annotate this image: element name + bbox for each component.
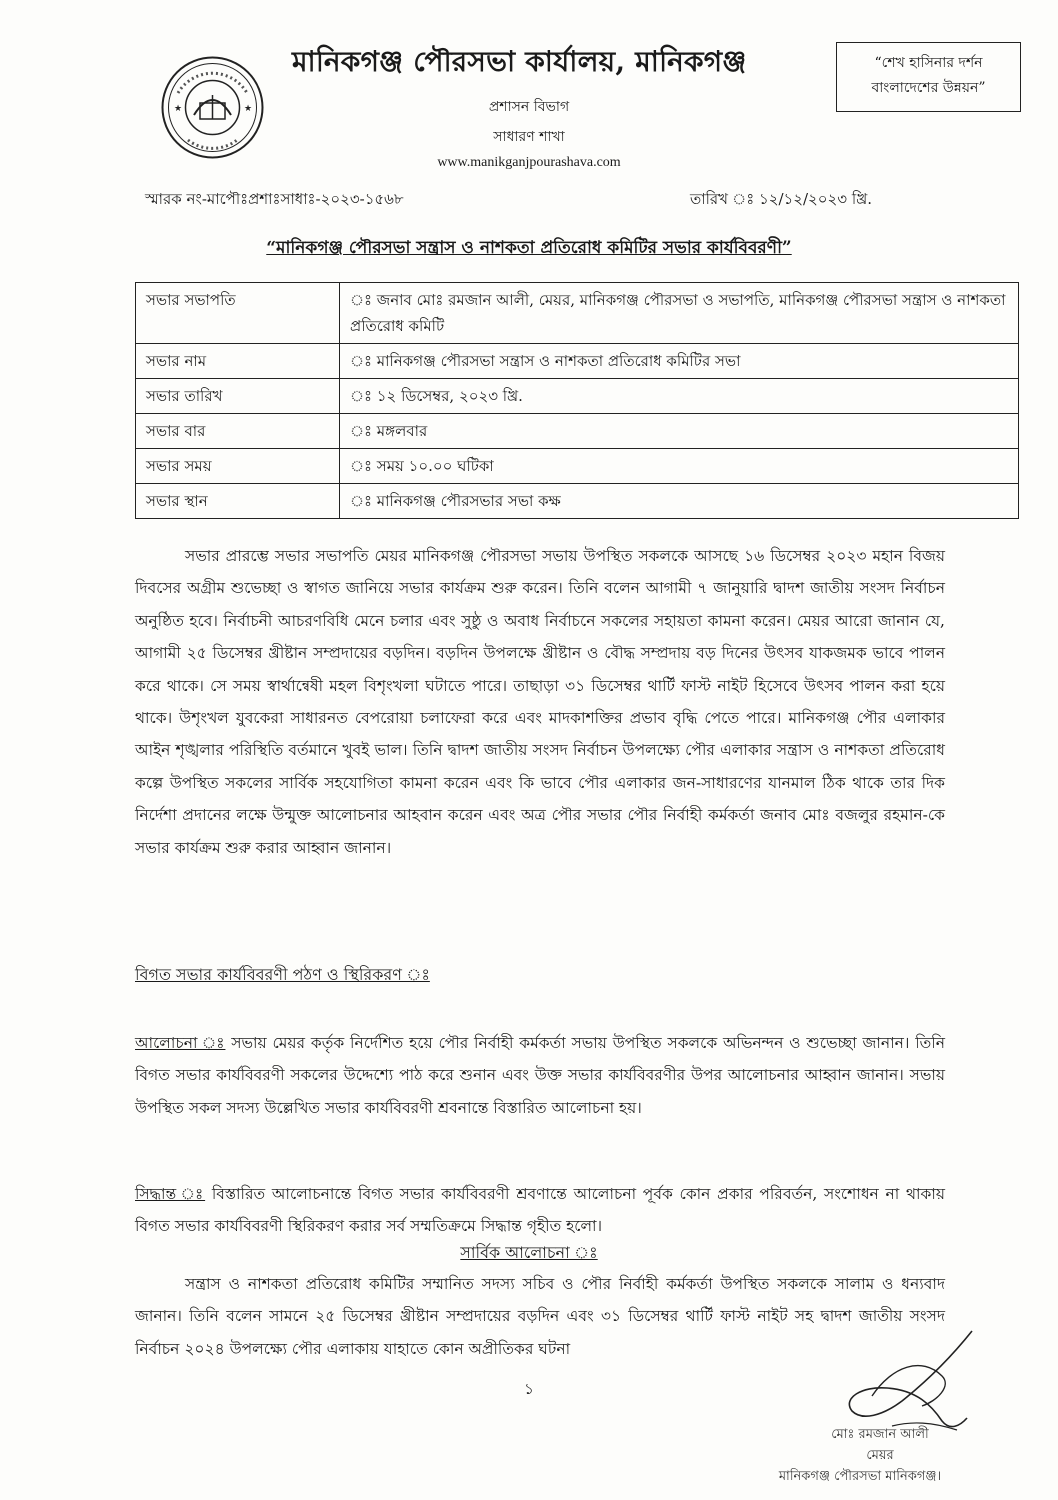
info-value: ঃ মানিকগঞ্জ পৌরসভা সন্ত্রাস ও নাশকতা প্রতিরোধ কমিটির সভা <box>340 344 1019 379</box>
table-row <box>136 484 1019 519</box>
info-label: সভার সময় <box>136 449 340 484</box>
info-value: ঃ মানিকগঞ্জ পৌরসভার সভা কক্ষ <box>340 484 1019 519</box>
table-row <box>136 449 1019 484</box>
discussion-label: আলোচনা ঃ <box>135 1034 226 1052</box>
table-row <box>136 414 1019 449</box>
meeting-info-table <box>135 282 1019 519</box>
branch-name: সাধারণ শাখা <box>493 129 565 145</box>
info-value: ঃ জনাব মোঃ রমজান আলী, মেয়র, মানিকগঞ্জ পৌরসভা ও সভাপতি, মানিকগঞ্জ পৌরসভা সন্ত্রাস ও নাশকতা প্রতিরোধ কমিটি <box>340 283 1019 344</box>
intro-paragraph: সভার প্রারম্ভে সভার সভাপতি মেয়র মানিকগঞ্জ পৌরসভা সভায় উপস্থিত সকলকে আসছে ১৬ ডিসেম্বর ২০২৩ মহান বিজয় দিবসের অগ্রীম শুভেচ্ছা ও স্বাগত জানিয়ে সভার কার্যক্রম শুরু করেন। তিনি বলেন আগামী ৭ জানুয়ারি দ্বাদশ জাতীয় সংসদ নির্বাচন অনুষ্ঠিত হবে। নির্বাচনী আচরণবিধি মেনে চলার এবং সুষ্ঠু ও অবাধ নির্বাচনে সকলের সহায়তা কামনা করেন। মেয়র আরো জানান যে, আগামী ২৫ ডিসেম্বর খ্রীষ্টান সম্প্রদায়ের বড়দিন। বড়দিন উপলক্ষে খ্রীষ্টান ও বৌদ্ধ সম্প্রদায় বড় দিনের উৎসব যাকজমক ভাবে পালন করে থাকে। সে সময় স্বার্থান্বেষী মহল বিশৃংখলা ঘটাতে পারে। তাছাড়া ৩১ ডিসেম্বর থার্টি ফাস্ট নাইট হিসেবে উৎসব পালন করা হয়ে থাকে। উশৃংখল যুবকেরা সাধারনত বেপরোয়া চলাফেরা করে এবং মাদকাশক্তির প্রভাব বৃদ্ধি পেতে পারে। মানিকগঞ্জ পৌর এলাকার আইন শৃঙ্খলার পরিস্থিতি বর্তমানে খুবই ভাল। তিনি দ্বাদশ জাতীয় সংসদ নির্বাচন উপলক্ষ্যে পৌর এলাকার সন্ত্রাস ও নাশকতা প্রতিরোধ কল্পে উপস্থিত সকলের সার্বিক সহযোগিতা কামনা করেন এবং কি ভাবে পৌর এলাকার জন-সাধারণের যানমাল ঠিক থাকে তার দিক নির্দেশা প্রদানের লক্ষে উন্মুক্ত আলোচনার আহবান করেন এবং অত্র পৌর সভার পৌর নির্বাহী কর্মকর্তা জনাব মোঃ বজলুর রহমান-কে সভার কার্যক্রম শুরু করার আহ্বান জানান। <box>135 547 945 857</box>
office-title: মানিকগঞ্জ পৌরসভা কার্যালয়, মানিকগঞ্জ <box>292 45 747 78</box>
info-label: সভার তারিখ <box>136 379 340 414</box>
page-number: ১ <box>524 1380 534 1398</box>
general-discussion-title: সার্বিক আলোচনা ঃ <box>460 1243 598 1262</box>
decision-paragraph <box>135 1178 945 1243</box>
info-label: সভার বার <box>136 414 340 449</box>
document-heading: “মানিকগঞ্জ পৌরসভা সন্ত্রাস ও নাশকতা প্রতিরোধ কমিটির সভার কার্যবিবরণী” <box>266 238 792 258</box>
signatory-name: মোঃ রমজান আলী <box>831 1427 929 1442</box>
signatory-organization: মানিকগঞ্জ পৌরসভা মানিকগঞ্জ। <box>778 1469 942 1484</box>
table-row <box>136 283 1019 344</box>
info-label: সভার স্থান <box>136 484 340 519</box>
info-label: সভার সভাপতি <box>136 283 340 344</box>
document-date: তারিখ ঃ ১২/১২/২০২৩ খ্রি. <box>690 190 873 208</box>
info-value: ঃ ১২ ডিসেম্বর, ২০২৩ খ্রি. <box>340 379 1019 414</box>
info-value: ঃ মঙ্গলবার <box>340 414 1019 449</box>
info-value: ঃ সময় ১০.০০ ঘটিকা <box>340 449 1019 484</box>
discussion-paragraph <box>135 1027 945 1124</box>
signatory-title: মেয়র <box>866 1448 894 1463</box>
table-row <box>136 344 1019 379</box>
general-discussion-paragraph: সন্ত্রাস ও নাশকতা প্রতিরোধ কমিটির সম্মানিত সদস্য সচিব ও পৌর নির্বাহী কর্মকর্তা উপস্থিত সকলকে সালাম ও ধন্যবাদ জানান। তিনি বলেন সামনে ২৫ ডিসেম্বর খ্রীষ্টান সম্প্রদায়ের বড়দিন এবং ৩১ ডিসেম্বর থার্টি ফাস্ট নাইট সহ দ্বাদশ জাতীয় সংসদ নির্বাচন ২০২৪ উপলক্ষ্যে পৌর এলাকায় যাহাতে কোন অপ্রীতিকর ঘটনা <box>135 1275 945 1358</box>
info-label: সভার নাম <box>136 344 340 379</box>
svg-text:★: ★ <box>174 104 183 114</box>
discussion-text: সভায় মেয়র কর্তৃক নির্দেশিত হয়ে পৌর নির্বাহী কর্মকর্তা সভায় উপস্থিত সকলকে অভিনন্দন ও শুভেচ্ছা জানান। তিনি বিগত সভার কার্যবিবরণী সকলের উদ্দেশ্যে পাঠ করে শুনান এবং উক্ত সভার কার্যবিবরণীর উপর আলোচনার আহ্বান জানান। সভায় উপস্থিত সকল সদস্য উল্লেখিত সভার কার্যবিবরণী শ্রবনান্তে বিস্তারিত আলোচনা হয়। <box>135 1034 945 1117</box>
department-name: প্রশাসন বিভাগ <box>488 99 570 115</box>
slogan-line-2: বাংলাদেশের উন্নয়ন” <box>871 80 986 96</box>
svg-text:★: ★ <box>244 104 253 114</box>
decision-text: বিস্তারিত আলোচনান্তে বিগত সভার কার্যবিবরণী শ্রবণান্তে আলোচনা পূর্বক কোন প্রকার পরিবর্তন, সংশোধন না থাকায় বিগত সভার কার্যবিবরণী স্থিরিকরণ করার সর্ব সম্মতিক্রমে সিদ্ধান্ত গৃহীত হলো। <box>135 1185 945 1236</box>
slogan-line-1: “শেখ হাসিনার দর্শন <box>874 55 983 71</box>
decision-label: সিদ্ধান্ত ঃ <box>135 1185 206 1203</box>
website-link[interactable]: www.manikganjpourashava.com <box>437 155 621 170</box>
table-row <box>136 379 1019 414</box>
previous-minutes-section-title: বিগত সভার কার্যবিবরণী পঠণ ও স্থিরিকরণ ঃ <box>135 965 430 984</box>
memo-number: স্মারক নং-মাপৌঃপ্রশাঃসাধাঃ-২০২৩-১৫৬৮ <box>145 190 404 208</box>
